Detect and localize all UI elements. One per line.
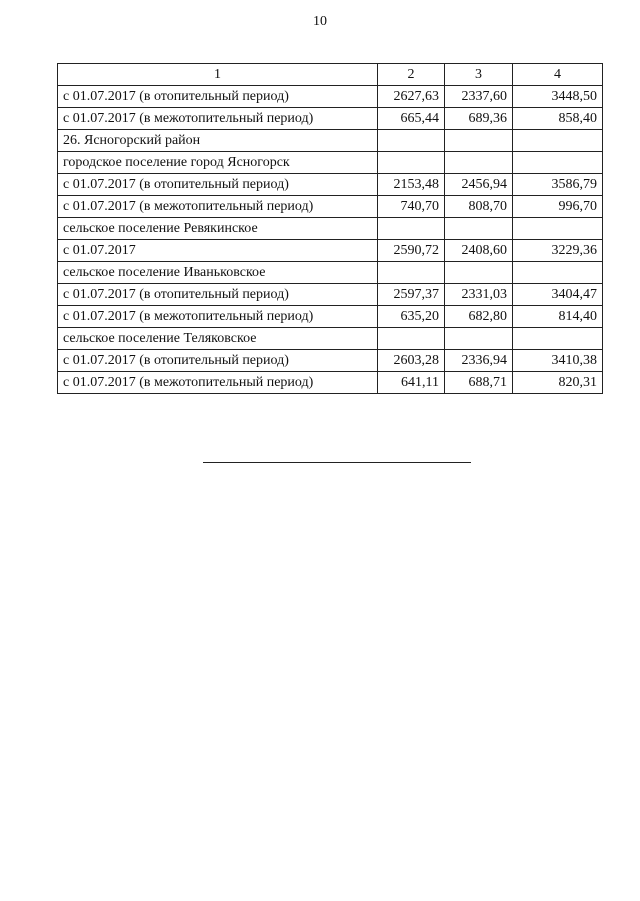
table-row bbox=[58, 218, 603, 240]
value-cell-col-3: 2337,60 bbox=[445, 86, 513, 108]
value-cell-col-4: 996,70 bbox=[513, 196, 603, 218]
value-cell-col-4: 3229,36 bbox=[513, 240, 603, 262]
table-header-row bbox=[58, 64, 603, 86]
row-label-cell: сельское поселение Иваньковское bbox=[58, 262, 378, 284]
value-cell-col-3 bbox=[445, 218, 513, 240]
value-cell-col-4: 3410,38 bbox=[513, 350, 603, 372]
value-cell-col-4 bbox=[513, 262, 603, 284]
value-cell-col-2: 641,11 bbox=[378, 372, 445, 394]
row-label-cell: 26. Ясногорский район bbox=[58, 130, 378, 152]
column-header-3: 3 bbox=[445, 64, 513, 86]
value-cell-col-3 bbox=[445, 262, 513, 284]
row-label-cell: с 01.07.2017 (в межотопительный период) bbox=[58, 306, 378, 328]
value-cell-col-3: 808,70 bbox=[445, 196, 513, 218]
value-cell-col-3: 2331,03 bbox=[445, 284, 513, 306]
value-cell-col-2: 2627,63 bbox=[378, 86, 445, 108]
value-cell-col-2 bbox=[378, 262, 445, 284]
table-row bbox=[58, 130, 603, 152]
value-cell-col-4: 820,31 bbox=[513, 372, 603, 394]
value-cell-col-3: 2336,94 bbox=[445, 350, 513, 372]
table-row bbox=[58, 108, 603, 130]
value-cell-col-3: 688,71 bbox=[445, 372, 513, 394]
value-cell-col-4: 3448,50 bbox=[513, 86, 603, 108]
column-header-2: 2 bbox=[378, 64, 445, 86]
column-header-4: 4 bbox=[513, 64, 603, 86]
row-label-cell: с 01.07.2017 (в отопительный период) bbox=[58, 284, 378, 306]
value-cell-col-2 bbox=[378, 152, 445, 174]
row-label-cell: городское поселение город Ясногорск bbox=[58, 152, 378, 174]
row-label-cell: с 01.07.2017 (в отопительный период) bbox=[58, 86, 378, 108]
column-header-1: 1 bbox=[58, 64, 378, 86]
row-label-cell: сельское поселение Теляковское bbox=[58, 328, 378, 350]
table-row bbox=[58, 328, 603, 350]
table-row bbox=[58, 306, 603, 328]
table-row bbox=[58, 350, 603, 372]
page-number: 10 bbox=[313, 14, 327, 29]
value-cell-col-2: 2590,72 bbox=[378, 240, 445, 262]
value-cell-col-3 bbox=[445, 130, 513, 152]
row-label-cell: с 01.07.2017 bbox=[58, 240, 378, 262]
value-cell-col-2: 635,20 bbox=[378, 306, 445, 328]
row-label-cell: с 01.07.2017 (в отопительный период) bbox=[58, 174, 378, 196]
value-cell-col-4: 858,40 bbox=[513, 108, 603, 130]
value-cell-col-3: 2408,60 bbox=[445, 240, 513, 262]
table-row bbox=[58, 262, 603, 284]
value-cell-col-4 bbox=[513, 218, 603, 240]
table-row bbox=[58, 86, 603, 108]
value-cell-col-2 bbox=[378, 328, 445, 350]
value-cell-col-3: 2456,94 bbox=[445, 174, 513, 196]
value-cell-col-3: 682,80 bbox=[445, 306, 513, 328]
end-of-document-rule bbox=[203, 462, 471, 463]
table-row bbox=[58, 372, 603, 394]
value-cell-col-3 bbox=[445, 328, 513, 350]
value-cell-col-2: 2603,28 bbox=[378, 350, 445, 372]
value-cell-col-4 bbox=[513, 130, 603, 152]
value-cell-col-2 bbox=[378, 130, 445, 152]
table-row bbox=[58, 152, 603, 174]
table-row bbox=[58, 196, 603, 218]
value-cell-col-2: 2153,48 bbox=[378, 174, 445, 196]
row-label-cell: с 01.07.2017 (в межотопительный период) bbox=[58, 108, 378, 130]
table-row bbox=[58, 284, 603, 306]
table-row bbox=[58, 174, 603, 196]
value-cell-col-3: 689,36 bbox=[445, 108, 513, 130]
value-cell-col-4 bbox=[513, 328, 603, 350]
row-label-cell: сельское поселение Ревякинское bbox=[58, 218, 378, 240]
value-cell-col-2 bbox=[378, 218, 445, 240]
value-cell-col-4 bbox=[513, 152, 603, 174]
row-label-cell: с 01.07.2017 (в отопительный период) bbox=[58, 350, 378, 372]
value-cell-col-3 bbox=[445, 152, 513, 174]
row-label-cell: с 01.07.2017 (в межотопительный период) bbox=[58, 372, 378, 394]
tariff-table bbox=[57, 63, 603, 394]
value-cell-col-2: 740,70 bbox=[378, 196, 445, 218]
value-cell-col-4: 3586,79 bbox=[513, 174, 603, 196]
table-row bbox=[58, 240, 603, 262]
table-body bbox=[58, 86, 603, 394]
value-cell-col-2: 665,44 bbox=[378, 108, 445, 130]
value-cell-col-4: 814,40 bbox=[513, 306, 603, 328]
row-label-cell: с 01.07.2017 (в межотопительный период) bbox=[58, 196, 378, 218]
value-cell-col-2: 2597,37 bbox=[378, 284, 445, 306]
value-cell-col-4: 3404,47 bbox=[513, 284, 603, 306]
